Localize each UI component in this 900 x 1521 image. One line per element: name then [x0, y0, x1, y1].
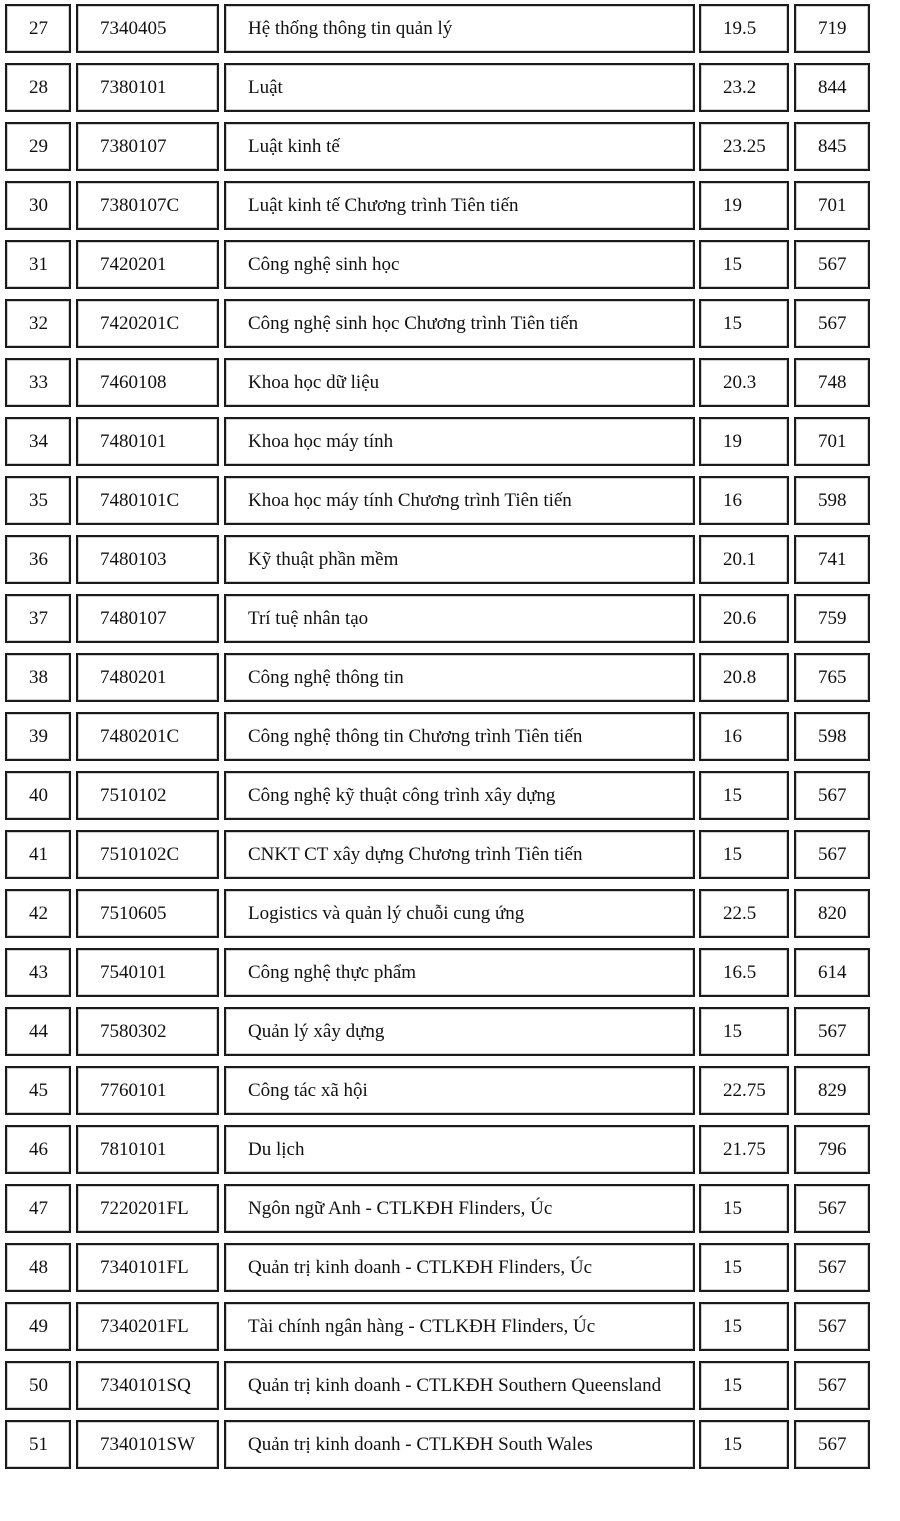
major-code-cell: 7510102C	[76, 830, 219, 879]
table-row	[0, 59, 900, 118]
score-cell: 22.75	[699, 1066, 789, 1115]
score-cell: 16	[699, 476, 789, 525]
major-name-cell: Ngôn ngữ Anh - CTLKĐH Flinders, Úc	[224, 1184, 695, 1233]
score-secondary-cell: 741	[794, 535, 870, 584]
table-row	[0, 413, 900, 472]
score-secondary-cell: 765	[794, 653, 870, 702]
row-number-cell: 31	[5, 240, 71, 289]
major-code-cell: 7480201	[76, 653, 219, 702]
major-name-cell: Công nghệ thực phẩm	[224, 948, 695, 997]
row-number-cell: 50	[5, 1361, 71, 1410]
row-number-cell: 49	[5, 1302, 71, 1351]
score-cell: 20.8	[699, 653, 789, 702]
score-secondary-cell: 614	[794, 948, 870, 997]
major-code-cell: 7480101C	[76, 476, 219, 525]
score-cell: 20.3	[699, 358, 789, 407]
score-secondary-cell: 701	[794, 181, 870, 230]
score-secondary-cell: 748	[794, 358, 870, 407]
table-row	[0, 1239, 900, 1298]
score-cell: 15	[699, 1184, 789, 1233]
table-row	[0, 236, 900, 295]
row-number-cell: 46	[5, 1125, 71, 1174]
table-row	[0, 1180, 900, 1239]
table-row	[0, 649, 900, 708]
score-secondary-cell: 598	[794, 476, 870, 525]
major-name-cell: Công tác xã hội	[224, 1066, 695, 1115]
major-code-cell: 7480107	[76, 594, 219, 643]
table-row	[0, 1298, 900, 1357]
major-code-cell: 7510102	[76, 771, 219, 820]
score-cell: 15	[699, 1420, 789, 1469]
table-row	[0, 1121, 900, 1180]
major-code-cell: 7810101	[76, 1125, 219, 1174]
major-code-cell: 7420201C	[76, 299, 219, 348]
major-code-cell: 7340201FL	[76, 1302, 219, 1351]
score-cell: 16	[699, 712, 789, 761]
table-row	[0, 1416, 900, 1475]
table-row	[0, 767, 900, 826]
score-cell: 21.75	[699, 1125, 789, 1174]
major-name-cell: Khoa học máy tính	[224, 417, 695, 466]
row-number-cell: 32	[5, 299, 71, 348]
row-number-cell: 37	[5, 594, 71, 643]
major-name-cell: Luật	[224, 63, 695, 112]
major-name-cell: Công nghệ kỹ thuật công trình xây dựng	[224, 771, 695, 820]
score-cell: 16.5	[699, 948, 789, 997]
score-cell: 20.1	[699, 535, 789, 584]
table-row	[0, 826, 900, 885]
score-secondary-cell: 567	[794, 1243, 870, 1292]
row-number-cell: 47	[5, 1184, 71, 1233]
major-name-cell: Khoa học dữ liệu	[224, 358, 695, 407]
score-cell: 15	[699, 240, 789, 289]
major-code-cell: 7380107	[76, 122, 219, 171]
major-name-cell: Luật kinh tế	[224, 122, 695, 171]
major-code-cell: 7220201FL	[76, 1184, 219, 1233]
row-number-cell: 35	[5, 476, 71, 525]
major-code-cell: 7340101FL	[76, 1243, 219, 1292]
score-secondary-cell: 759	[794, 594, 870, 643]
table-row	[0, 1062, 900, 1121]
major-code-cell: 7540101	[76, 948, 219, 997]
score-cell: 15	[699, 1361, 789, 1410]
score-secondary-cell: 567	[794, 299, 870, 348]
row-number-cell: 38	[5, 653, 71, 702]
row-number-cell: 27	[5, 4, 71, 53]
table-row	[0, 885, 900, 944]
score-secondary-cell: 829	[794, 1066, 870, 1115]
score-cell: 20.6	[699, 594, 789, 643]
major-code-cell: 7420201	[76, 240, 219, 289]
score-secondary-cell: 567	[794, 1361, 870, 1410]
score-secondary-cell: 719	[794, 4, 870, 53]
score-cell: 22.5	[699, 889, 789, 938]
row-number-cell: 42	[5, 889, 71, 938]
major-name-cell: Công nghệ thông tin Chương trình Tiên tiến	[224, 712, 695, 761]
major-code-cell: 7380101	[76, 63, 219, 112]
major-name-cell: Trí tuệ nhân tạo	[224, 594, 695, 643]
row-number-cell: 30	[5, 181, 71, 230]
row-number-cell: 33	[5, 358, 71, 407]
row-number-cell: 48	[5, 1243, 71, 1292]
score-secondary-cell: 844	[794, 63, 870, 112]
major-name-cell: Logistics và quản lý chuỗi cung ứng	[224, 889, 695, 938]
major-code-cell: 7380107C	[76, 181, 219, 230]
major-code-cell: 7580302	[76, 1007, 219, 1056]
row-number-cell: 43	[5, 948, 71, 997]
table-row	[0, 531, 900, 590]
row-number-cell: 51	[5, 1420, 71, 1469]
score-secondary-cell: 845	[794, 122, 870, 171]
row-number-cell: 34	[5, 417, 71, 466]
table-row	[0, 118, 900, 177]
score-secondary-cell: 567	[794, 771, 870, 820]
major-name-cell: Quản lý xây dựng	[224, 1007, 695, 1056]
major-name-cell: Luật kinh tế Chương trình Tiên tiến	[224, 181, 695, 230]
score-cell: 15	[699, 1243, 789, 1292]
major-name-cell: Công nghệ sinh học Chương trình Tiên tiến	[224, 299, 695, 348]
score-secondary-cell: 796	[794, 1125, 870, 1174]
row-number-cell: 41	[5, 830, 71, 879]
score-secondary-cell: 567	[794, 1420, 870, 1469]
table-row	[0, 0, 900, 59]
score-secondary-cell: 567	[794, 830, 870, 879]
score-secondary-cell: 567	[794, 1007, 870, 1056]
score-cell: 23.2	[699, 63, 789, 112]
table-row	[0, 354, 900, 413]
score-secondary-cell: 567	[794, 1184, 870, 1233]
score-cell: 15	[699, 1302, 789, 1351]
major-name-cell: Khoa học máy tính Chương trình Tiên tiến	[224, 476, 695, 525]
score-cell: 15	[699, 1007, 789, 1056]
table-row	[0, 1357, 900, 1416]
major-code-cell: 7340101SW	[76, 1420, 219, 1469]
score-cell: 19	[699, 417, 789, 466]
major-code-cell: 7340101SQ	[76, 1361, 219, 1410]
table-row	[0, 1003, 900, 1062]
score-secondary-cell: 598	[794, 712, 870, 761]
score-secondary-cell: 567	[794, 1302, 870, 1351]
major-code-cell: 7460108	[76, 358, 219, 407]
major-name-cell: Kỹ thuật phần mềm	[224, 535, 695, 584]
row-number-cell: 45	[5, 1066, 71, 1115]
row-number-cell: 28	[5, 63, 71, 112]
row-number-cell: 36	[5, 535, 71, 584]
major-name-cell: Công nghệ thông tin	[224, 653, 695, 702]
score-cell: 15	[699, 830, 789, 879]
major-name-cell: Quản trị kinh doanh - CTLKĐH South Wales	[224, 1420, 695, 1469]
table-row	[0, 708, 900, 767]
major-code-cell: 7760101	[76, 1066, 219, 1115]
major-code-cell: 7480201C	[76, 712, 219, 761]
score-secondary-cell: 820	[794, 889, 870, 938]
major-name-cell: Du lịch	[224, 1125, 695, 1174]
major-code-cell: 7510605	[76, 889, 219, 938]
score-secondary-cell: 701	[794, 417, 870, 466]
score-cell: 19.5	[699, 4, 789, 53]
major-name-cell: Hệ thống thông tin quản lý	[224, 4, 695, 53]
row-number-cell: 40	[5, 771, 71, 820]
table-row	[0, 177, 900, 236]
major-name-cell: CNKT CT xây dựng Chương trình Tiên tiến	[224, 830, 695, 879]
major-name-cell: Quản trị kinh doanh - CTLKĐH Southern Queensland	[224, 1361, 695, 1410]
major-code-cell: 7340405	[76, 4, 219, 53]
major-code-cell: 7480101	[76, 417, 219, 466]
major-name-cell: Quản trị kinh doanh - CTLKĐH Flinders, Úc	[224, 1243, 695, 1292]
table-row	[0, 590, 900, 649]
table-row	[0, 295, 900, 354]
score-cell: 15	[699, 299, 789, 348]
score-cell: 23.25	[699, 122, 789, 171]
row-number-cell: 44	[5, 1007, 71, 1056]
row-number-cell: 29	[5, 122, 71, 171]
major-code-cell: 7480103	[76, 535, 219, 584]
row-number-cell: 39	[5, 712, 71, 761]
major-name-cell: Công nghệ sinh học	[224, 240, 695, 289]
table-row	[0, 472, 900, 531]
major-name-cell: Tài chính ngân hàng - CTLKĐH Flinders, Úc	[224, 1302, 695, 1351]
score-secondary-cell: 567	[794, 240, 870, 289]
score-cell: 19	[699, 181, 789, 230]
score-cell: 15	[699, 771, 789, 820]
table-row	[0, 944, 900, 1003]
